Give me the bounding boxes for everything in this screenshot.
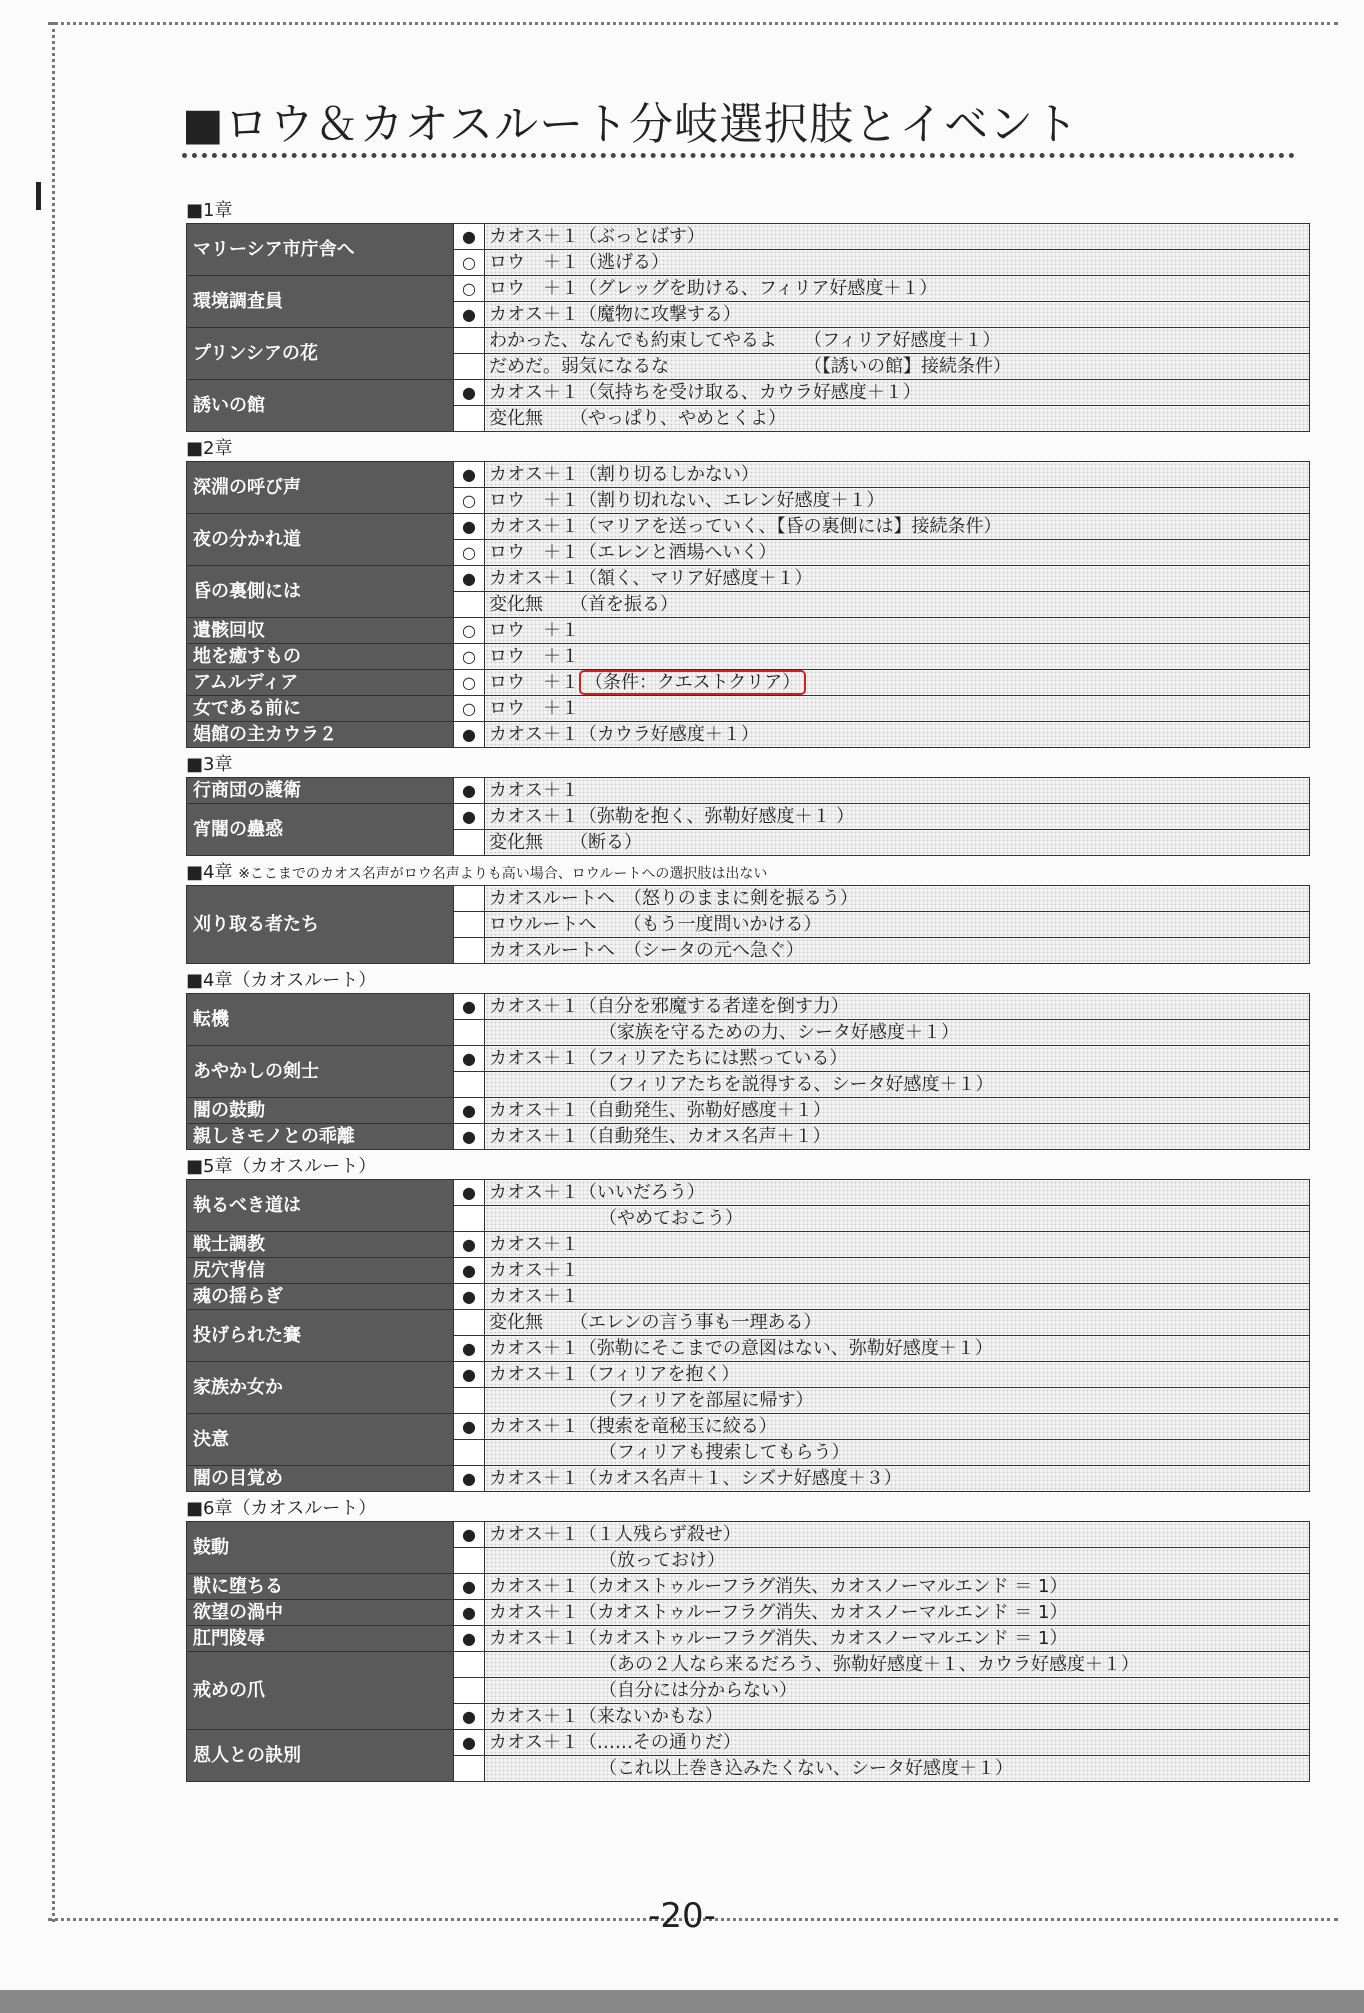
- choice-text-cell: [485, 1362, 1310, 1388]
- table-row: [187, 1258, 1310, 1284]
- choice-text: （やめておこう）: [599, 1207, 743, 1229]
- table-row: [187, 644, 1310, 670]
- event-name: 恩人との訣別: [187, 1730, 454, 1782]
- choice-text-cell: [485, 592, 1310, 618]
- event-name: 刈り取る者たち: [187, 886, 454, 964]
- law-mark-icon: ○: [454, 644, 485, 670]
- choice-text-cell: [485, 1206, 1310, 1232]
- choice-text: ロウ ＋１（エレンと酒場へいく）: [489, 541, 777, 563]
- choice-text: カオス＋１（カオストゥルーフラグ消失、カオスノーマルエンド ＝ 1）: [489, 1575, 1068, 1597]
- chaos-mark-icon: ●: [454, 994, 485, 1020]
- event-name: 欲望の渦中: [187, 1600, 454, 1626]
- choice-text-cell: [485, 406, 1310, 432]
- choice-text-cell: [485, 830, 1310, 856]
- choice-text-cell: [485, 1124, 1310, 1150]
- choice-text-cell: [485, 1020, 1310, 1046]
- chaos-mark-icon: ●: [454, 224, 485, 250]
- table-row: [187, 994, 1310, 1020]
- chapter-title: ■4章: [186, 862, 233, 883]
- chaos-mark-icon: ●: [454, 1522, 485, 1548]
- chaos-mark-icon: ●: [454, 462, 485, 488]
- choice-text-cell: [485, 1180, 1310, 1206]
- choice-text-cell: [485, 462, 1310, 488]
- choice-text-cell: [485, 1232, 1310, 1258]
- event-name: 昏の裏側には: [187, 566, 454, 618]
- title-underline: [182, 153, 1295, 164]
- chaos-mark-icon: ●: [454, 1600, 485, 1626]
- table-row: [187, 670, 1310, 696]
- empty-mark: [454, 1388, 485, 1414]
- choice-text: カオス＋１（フィリアたちには黙っている）: [489, 1047, 848, 1069]
- empty-mark: [454, 1756, 485, 1782]
- choice-text: 変化無 （断る）: [489, 831, 642, 853]
- law-mark-icon: ○: [454, 488, 485, 514]
- choice-text-cell: [485, 276, 1310, 302]
- event-name: 戒めの爪: [187, 1652, 454, 1730]
- choice-text-cell: [485, 1310, 1310, 1336]
- event-name: あやかしの剣士: [187, 1046, 454, 1098]
- choice-text-cell: [485, 994, 1310, 1020]
- choice-text: カオス＋１: [489, 1233, 579, 1255]
- choice-text: カオス＋１: [489, 779, 579, 801]
- choice-text-cell: [485, 354, 1310, 380]
- decorative-border-top: [48, 22, 1338, 37]
- event-name: 獣に堕ちる: [187, 1574, 454, 1600]
- chaos-mark-icon: ●: [454, 1336, 485, 1362]
- empty-mark: [454, 912, 485, 938]
- choice-text: （フィリアも捜索してもらう）: [599, 1441, 850, 1463]
- choice-text-cell: [485, 1284, 1310, 1310]
- choice-text: （これ以上巻き込みたくない、シータ好感度＋１）: [599, 1757, 1013, 1779]
- empty-mark: [454, 1020, 485, 1046]
- choice-text: 変化無 （やっぱり、やめとくよ）: [489, 407, 786, 429]
- choice-table: [186, 777, 1310, 856]
- choice-text: 変化無 （エレンの言う事も一理ある）: [489, 1311, 822, 1333]
- empty-mark: [454, 1206, 485, 1232]
- choice-text: カオス＋１: [489, 1259, 579, 1281]
- choice-text-cell: [485, 1440, 1310, 1466]
- law-mark-icon: ○: [454, 250, 485, 276]
- table-row: [187, 1574, 1310, 1600]
- event-name: 執るべき道は: [187, 1180, 454, 1232]
- page-number: -20-: [648, 1896, 716, 1936]
- event-name: 鼓動: [187, 1522, 454, 1574]
- chaos-mark-icon: ●: [454, 1258, 485, 1284]
- chapter-note: ※ここまでのカオス名声がロウ名声よりも高い場合、ロウルートへの選択肢は出ない: [238, 866, 768, 882]
- scan-edge: [0, 1990, 1364, 2013]
- event-name: 深淵の呼び声: [187, 462, 454, 514]
- chaos-mark-icon: ●: [454, 1730, 485, 1756]
- empty-mark: [454, 1440, 485, 1466]
- choice-table: [186, 1179, 1310, 1492]
- choice-text-cell: [485, 722, 1310, 748]
- choice-text-cell: [485, 540, 1310, 566]
- chaos-mark-icon: ●: [454, 302, 485, 328]
- choice-text: （放っておけ）: [599, 1549, 725, 1571]
- chapter-title: ■5章（カオスルート）: [186, 1156, 377, 1177]
- law-mark-icon: ○: [454, 540, 485, 566]
- choice-text: わかった、なんでも約束してやるよ （フィリア好感度＋１）: [489, 329, 1001, 351]
- law-mark-icon: ○: [454, 670, 485, 696]
- table-row: [187, 1046, 1310, 1072]
- choice-text: カオス＋１（……その通りだ）: [489, 1731, 741, 1753]
- table-row: [187, 1180, 1310, 1206]
- choice-text-cell: [485, 514, 1310, 540]
- table-row: [187, 1466, 1310, 1492]
- chaos-mark-icon: ●: [454, 804, 485, 830]
- empty-mark: [454, 938, 485, 964]
- choice-text: ロウ ＋１（グレッグを助ける、フィリア好感度＋１）: [489, 277, 938, 299]
- choice-text: カオス＋１（自動発生、弥勒好感度＋１）: [489, 1099, 831, 1121]
- law-mark-icon: ○: [454, 618, 485, 644]
- table-row: [187, 1310, 1310, 1336]
- route-choice-tables: [186, 198, 1310, 1782]
- chaos-mark-icon: ●: [454, 514, 485, 540]
- choice-text-cell: [485, 1466, 1310, 1492]
- choice-text-cell: [485, 912, 1310, 938]
- event-name: 宵闇の蠱惑: [187, 804, 454, 856]
- chapter-heading: [186, 436, 1310, 461]
- chaos-mark-icon: ●: [454, 1704, 485, 1730]
- choice-text: カオス＋１（カウラ好感度＋１）: [489, 723, 759, 745]
- choice-text: カオスルートへ （怒りのままに剣を振るう）: [489, 887, 858, 909]
- event-name: 行商団の護衛: [187, 778, 454, 804]
- empty-mark: [454, 592, 485, 618]
- choice-text: カオス＋１（弥勒を抱く、弥勒好感度＋１ ）: [489, 805, 855, 827]
- empty-mark: [454, 1548, 485, 1574]
- choice-text-cell: [485, 804, 1310, 830]
- choice-text-cell: [485, 1652, 1310, 1678]
- choice-text-cell: [485, 886, 1310, 912]
- table-row: [187, 696, 1310, 722]
- choice-text: カオス＋１（気持ちを受け取る、カウラ好感度＋１）: [489, 381, 921, 403]
- choice-text-cell: [485, 302, 1310, 328]
- choice-text-cell: [485, 1046, 1310, 1072]
- table-row: [187, 778, 1310, 804]
- choice-text: カオス＋１（カオストゥルーフラグ消失、カオスノーマルエンド ＝ 1）: [489, 1601, 1068, 1623]
- event-name: 闇の目覚め: [187, 1466, 454, 1492]
- law-mark-icon: ○: [454, 696, 485, 722]
- choice-text-cell: [485, 566, 1310, 592]
- choice-text-cell: [485, 1414, 1310, 1440]
- chaos-mark-icon: ●: [454, 778, 485, 804]
- choice-text-cell: [485, 1704, 1310, 1730]
- choice-text: ロウ ＋１: [489, 619, 579, 641]
- event-name: 家族か女か: [187, 1362, 454, 1414]
- choice-text-cell: [485, 1388, 1310, 1414]
- choice-text-cell: [485, 1756, 1310, 1782]
- choice-text-cell: [485, 644, 1310, 670]
- table-row: [187, 224, 1310, 250]
- chapter-title: ■6章（カオスルート）: [186, 1498, 377, 1519]
- chaos-mark-icon: ●: [454, 1284, 485, 1310]
- empty-mark: [454, 354, 485, 380]
- event-name: 肛門陵辱: [187, 1626, 454, 1652]
- chapter-heading: [186, 968, 1310, 993]
- choice-text: ロウルートへ （もう一度問いかける）: [489, 913, 822, 935]
- choice-text: カオス＋１（フィリアを抱く）: [489, 1363, 740, 1385]
- chapter-title: ■2章: [186, 438, 233, 459]
- decorative-border-left: [52, 22, 65, 1922]
- event-name: 地を癒すもの: [187, 644, 454, 670]
- choice-text: （家族を守るための力、シータ好感度＋１）: [599, 1021, 959, 1043]
- page-title: ■ロウ＆カオスルート分岐選択肢とイベント: [182, 99, 1080, 150]
- choice-table: [186, 1521, 1310, 1782]
- choice-text: ロウ ＋１: [489, 697, 579, 719]
- table-row: [187, 1414, 1310, 1440]
- choice-text: だめだ。弱気になるな （【誘いの館】接続条件）: [489, 355, 1011, 377]
- table-row: [187, 276, 1310, 302]
- empty-mark: [454, 328, 485, 354]
- chaos-mark-icon: ●: [454, 1124, 485, 1150]
- chaos-mark-icon: ●: [454, 1466, 485, 1492]
- choice-text-cell: [485, 1548, 1310, 1574]
- chaos-mark-icon: ●: [454, 566, 485, 592]
- event-name: 闇の鼓動: [187, 1098, 454, 1124]
- table-row: [187, 1284, 1310, 1310]
- table-row: [187, 1362, 1310, 1388]
- choice-text: ロウ ＋１（割り切れない、エレン好感度＋１）: [489, 489, 885, 511]
- empty-mark: [454, 1310, 485, 1336]
- choice-text-cell: [485, 1336, 1310, 1362]
- choice-text-cell: [485, 1626, 1310, 1652]
- table-row: [187, 1232, 1310, 1258]
- event-name: 誘いの館: [187, 380, 454, 432]
- choice-text-cell: [485, 380, 1310, 406]
- chaos-mark-icon: ●: [454, 1046, 485, 1072]
- condition-highlight: （条件：クエストクリア）: [579, 670, 806, 695]
- law-mark-icon: ○: [454, 276, 485, 302]
- choice-text-cell: [485, 938, 1310, 964]
- event-name: 魂の揺らぎ: [187, 1284, 454, 1310]
- chapter-title: ■4章（カオスルート）: [186, 970, 377, 991]
- choice-text: カオス＋１（頷く、マリア好感度＋１）: [489, 567, 813, 589]
- event-name: 娼館の主カウラ２: [187, 722, 454, 748]
- chaos-mark-icon: ●: [454, 1362, 485, 1388]
- choice-text: （自分には分からない）: [599, 1679, 797, 1701]
- event-name: 環境調査員: [187, 276, 454, 328]
- chapter-title: ■3章: [186, 754, 233, 775]
- table-row: [187, 1730, 1310, 1756]
- choice-text: カオス＋１（マリアを送っていく、【昏の裏側には】接続条件）: [489, 515, 1002, 537]
- event-name: 親しきモノとの乖離: [187, 1124, 454, 1150]
- empty-mark: [454, 1678, 485, 1704]
- table-row: [187, 462, 1310, 488]
- table-row: [187, 1600, 1310, 1626]
- choice-text-cell: [485, 1730, 1310, 1756]
- chapter-heading: [186, 1496, 1310, 1521]
- choice-text-cell: [485, 778, 1310, 804]
- choice-text-cell: [485, 1258, 1310, 1284]
- choice-text-cell: [485, 670, 1310, 696]
- event-name: アムルディア: [187, 670, 454, 696]
- choice-text-cell: [485, 1678, 1310, 1704]
- table-row: [187, 1522, 1310, 1548]
- chapter-heading: [186, 1154, 1310, 1179]
- event-name: 投げられた賽: [187, 1310, 454, 1362]
- empty-mark: [454, 1652, 485, 1678]
- chapter-heading: [186, 198, 1310, 223]
- binding-mark: [36, 182, 41, 210]
- table-row: [187, 566, 1310, 592]
- table-row: [187, 514, 1310, 540]
- choice-text: ロウ ＋１: [489, 671, 579, 693]
- choice-text: カオス＋１（来ないかもな）: [489, 1705, 723, 1727]
- event-name: 遺骸回収: [187, 618, 454, 644]
- chapter-heading: [186, 860, 1310, 885]
- chaos-mark-icon: ●: [454, 1626, 485, 1652]
- empty-mark: [454, 1072, 485, 1098]
- chaos-mark-icon: ●: [454, 1414, 485, 1440]
- choice-text: カオス＋１（割り切るしかない）: [489, 463, 759, 485]
- chapter-title: ■1章: [186, 200, 233, 221]
- choice-text-cell: [485, 696, 1310, 722]
- chaos-mark-icon: ●: [454, 1574, 485, 1600]
- choice-table: [186, 993, 1310, 1150]
- chapter-heading: [186, 752, 1310, 777]
- choice-text-cell: [485, 224, 1310, 250]
- event-name: プリンシアの花: [187, 328, 454, 380]
- choice-text-cell: [485, 1072, 1310, 1098]
- choice-text: （フィリアを部屋に帰す）: [599, 1389, 814, 1411]
- choice-table: [186, 461, 1310, 748]
- table-row: [187, 1098, 1310, 1124]
- chaos-mark-icon: ●: [454, 380, 485, 406]
- choice-text: カオス＋１（弥勒にそこまでの意図はない、弥勒好感度＋１）: [489, 1337, 993, 1359]
- table-row: [187, 618, 1310, 644]
- choice-text: （あの２人なら来るだろう、弥勒好感度＋１、カウラ好感度＋１）: [599, 1653, 1139, 1675]
- table-row: [187, 804, 1310, 830]
- table-row: [187, 1652, 1310, 1678]
- empty-mark: [454, 406, 485, 432]
- choice-text: カオス＋１（自分を邪魔する者達を倒す力）: [489, 995, 849, 1017]
- event-name: 夜の分かれ道: [187, 514, 454, 566]
- choice-text-cell: [485, 618, 1310, 644]
- event-name: 尻穴背信: [187, 1258, 454, 1284]
- choice-text: カオス＋１（１人残らず殺せ）: [489, 1523, 741, 1545]
- table-row: [187, 722, 1310, 748]
- event-name: 決意: [187, 1414, 454, 1466]
- choice-text: カオスルートへ （シータの元へ急ぐ）: [489, 939, 804, 961]
- empty-mark: [454, 886, 485, 912]
- chaos-mark-icon: ●: [454, 1098, 485, 1124]
- choice-text-cell: [485, 1098, 1310, 1124]
- choice-text: カオス＋１（自動発生、カオス名声＋１）: [489, 1125, 831, 1147]
- choice-text: カオス＋１（ぶっとばす）: [489, 225, 705, 247]
- table-row: [187, 380, 1310, 406]
- choice-text-cell: [485, 1574, 1310, 1600]
- choice-text-cell: [485, 488, 1310, 514]
- event-name: 転機: [187, 994, 454, 1046]
- choice-text: （フィリアたちを説得する、シータ好感度＋１）: [599, 1073, 994, 1095]
- table-row: [187, 1124, 1310, 1150]
- event-name: マリーシア市庁舎へ: [187, 224, 454, 276]
- choice-text: カオス＋１（魔物に攻撃する）: [489, 303, 741, 325]
- choice-text: カオス＋１: [489, 1285, 579, 1307]
- event-name: 女である前に: [187, 696, 454, 722]
- choice-table: [186, 223, 1310, 432]
- choice-text: ロウ ＋１（逃げる）: [489, 251, 669, 273]
- choice-table: [186, 885, 1310, 964]
- choice-text-cell: [485, 1522, 1310, 1548]
- choice-text-cell: [485, 328, 1310, 354]
- choice-text: カオス＋１（カオストゥルーフラグ消失、カオスノーマルエンド ＝ 1）: [489, 1627, 1068, 1649]
- chaos-mark-icon: ●: [454, 722, 485, 748]
- choice-text: カオス＋１（カオス名声＋１、シズナ好感度＋３）: [489, 1467, 902, 1489]
- choice-text: ロウ ＋１: [489, 645, 579, 667]
- event-name: 戦士調教: [187, 1232, 454, 1258]
- choice-text-cell: [485, 250, 1310, 276]
- choice-text-cell: [485, 1600, 1310, 1626]
- chaos-mark-icon: ●: [454, 1180, 485, 1206]
- table-row: [187, 1626, 1310, 1652]
- empty-mark: [454, 830, 485, 856]
- choice-text: カオス＋１（捜索を竜秘玉に絞る）: [489, 1415, 777, 1437]
- table-row: [187, 328, 1310, 354]
- table-row: [187, 886, 1310, 912]
- choice-text: 変化無 （首を振る）: [489, 593, 678, 615]
- choice-text: カオス＋１（いいだろう）: [489, 1181, 705, 1203]
- chaos-mark-icon: ●: [454, 1232, 485, 1258]
